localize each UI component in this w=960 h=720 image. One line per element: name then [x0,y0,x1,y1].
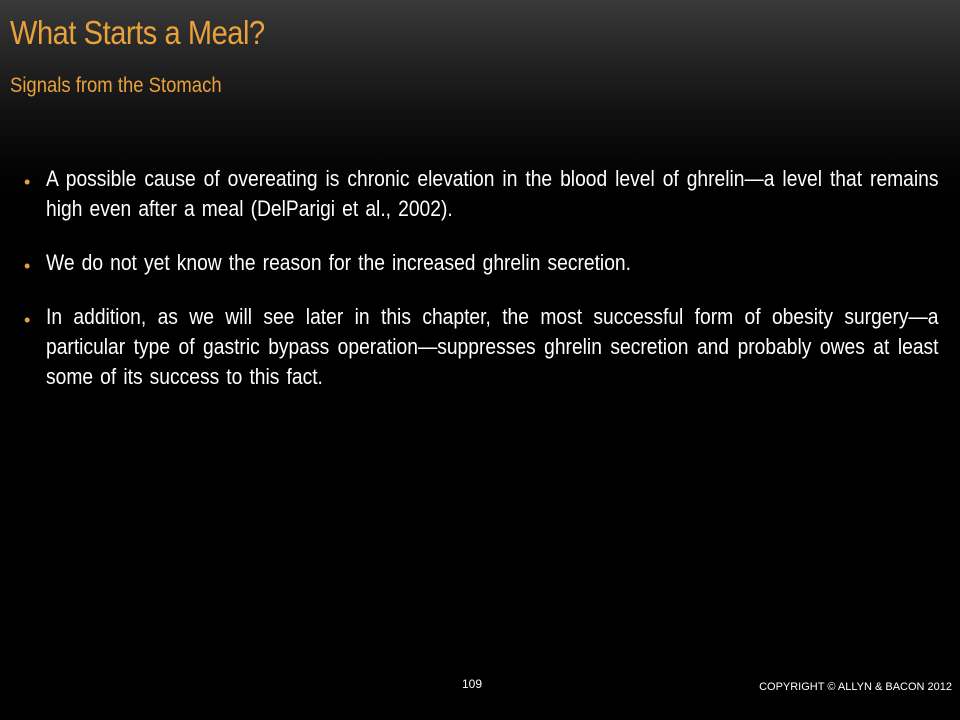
bullet-text: In addition, as we will see later in this chapter, the most successful form of obesity surgery—a particular type of gastric bypass operation—suppresses ghrelin secretion and probably owes at least some of its success to this fact. [46,304,939,389]
bullet-item [0,302,960,392]
bullet-text: A possible cause of overeating is chronic elevation in the blood level of ghrelin—a level that remains high even after a meal (DelParigi et al., 2002). [46,166,939,221]
bullet-item [0,248,960,278]
bullet-list [0,164,960,416]
copyright-notice: COPYRIGHT © ALLYN & BACON 2012 [759,681,952,693]
page-number: 109 [462,677,483,691]
bullet-marker-icon: • [24,310,31,330]
bullet-text: We do not yet know the reason for the increased ghrelin secretion. [46,250,631,275]
bullet-item [0,164,960,224]
bullet-marker-icon: • [24,256,31,276]
bullet-marker-icon: • [24,172,31,192]
slide-title: What Starts a Meal? [10,14,265,51]
slide-subtitle: Signals from the Stomach [10,74,222,97]
